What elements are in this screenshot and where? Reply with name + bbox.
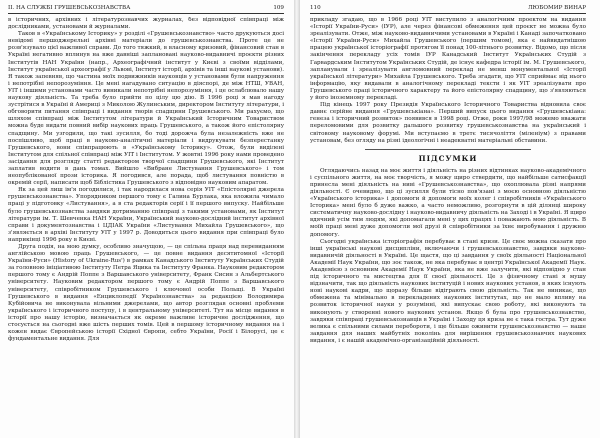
paragraph: Оглядаючись назад на моє життя і діяльність на різних відтинках науково-академічного і суспільного життя, на моє творчість, я можу щиро ствердити, що найбільше сатисфакції принесла мені діяльність на ниві «Грушевськознавства», що охоплювала різні напрями діяльності. Є очевидно, що ці зусилля були тісно пов'язані з моєю основною діяльністю «Українського історика» і допомоги й допомоги моїх колег і співробітників «Українського Історика» мені було б дуже важко, а часто неможливо, розгорнути в цій ділянці широку систематичну науково-дослідну і науково-видавничу діяльність на Заході і в Україні. Я щиро вдячний усім тим людям, які допомагали мені у цих працях і поважають мою діяльність. В моїй праці мені дуже допомогли мої друзі й співробітники за їхнє виробування і дружню допомогу. xyxy=(310,167,586,238)
paragraph: Друга подія, на мою думку, особливо значущою, — це спільна праця над перевиданням англійською мовою праць Грушевського, — це повне видання десятитомної «Історії України-Руси» (History of Ukraine-Rus') в рамках Канадського Інституту Українських Студій за головною ініціативою Інституту Петра Яцика та Інституту Франка. Науковим редактором першого тому є Андрій Поппе з Варшавського університету, Франк Сисин з Альбертського університету. Науковим редактором першого тому є Андрій Поппе з Варшавського університету, співробітником Грушевського і ключової особи Польщі. В Україні Грушевського в видання «Енциклопедії Українознавства» за редакцією Володимира Кубійовича не виконувала вільними джерелами, що автор розглядав основні проблеми українського і історичного поступу, і в центральному університеті. Тут на місце видання в історії про нашу історію, визначається як окреме важливе історичне дослідження, що стосується на сьогодні вже шість перших томів. Цей в першому історичному видання на і кожен видає Європейською історії Східної Європи, себто України, Росії і Білорусі, це є фундаментальне видання. Для xyxy=(8,244,284,343)
page-body xyxy=(310,17,586,436)
running-head-title: ЛЮБОМИР ВИНАР xyxy=(527,5,586,11)
running-head xyxy=(8,4,284,14)
paragraph: Таков в «Українському Історику» у розділі «Грушевськознавство» часто друкуються досі невідомі першоджерельні архівні матеріали до грушевськознавства. Проте це не розв'язувало цієї важливої справи. До того тяжкий, в власному кризовий, фінансовий стан в Україні негативно вплинув на вже давніші заплановані науково-видавничі проєкти різних Інститутів НАН України (напр., Археографічний інститут у Києві з своїми відділами, Інститут української археографії у Львові, Інститут історії, архівів та інші наукові установи). Я також запевняв, що частина моїх подвижників науковців у установами були напруження і непотрібні непорозуміння. Це мені нагадувано ситуацію в діяспорі, де між НТШ, УВАН, УІТ і іншими установами часто виникали непотрібні непорозуміння, і це ослаблювало нашу наукову діяльність. Та треба було прийти по цілу цю дію. В 1996 році я мав нагоду зустрітися в Україні й Америці з Миколою Жулинським, директором Інституту літератури, і обговорити питання співпраці і видання творів спадщини Грушевського. Ми рахуємо, що шляхом співпраці між Інститутом літератури й Український Історичним Товариством можна буде видати повний вибір наукових праць Грушевського, а також його епістолярну спадщину. Ми узгодили, що такі зусилля, бо тоді дорожча була незалежність вже не поспішливо, щоб праці в науково-аналітичні матеріали і видрукувати безперестанку Грушевського, вони співпрацюють в «Українському Історику». Отож, були виділені Інститутом для спільної співпраці між УІТ і Інститутом. У жовтні 1996 року нами проведено засідання для розгляду статті редактором творчої спадщини Грушевського, які Інститут заплатив водити в дань томах. Вийшло «Вибране Листування Грушевського» і том неопублікованої прози історика. Я погодився, але порада, щоб листування повністю в окремій серії, написати щоб Біблістика Грушевського з відповідно науковим апаратом. xyxy=(8,31,284,187)
page-body xyxy=(8,17,284,436)
page-number: 109 xyxy=(273,5,284,11)
left-page xyxy=(0,0,292,438)
running-head-title: II. НА СЛУЖБІ ГРУШЕВСЬКОЗНАВСТВА xyxy=(8,5,131,11)
paragraph: Як за цей лиш ім'я погодилися, і так народилася нова серія УІТ «Епістолярні джерела грушевськознавства». Упорядником першого тому є Галина Бурлака, яка вложила чимало праці у підготовку «Листування», а в ста редакторів серії і її першого випуску. Найбільше було грушевськознавства завдяки дотриманню співпраці з такими установами, як Інститут літератури ім. Т. Шевченка НАН України, Український науково-дослідний інститут архівної справи і документознавства і ЦДІАК України «Листування Михайла Грушевського», що з'являється в архіві Інституту УІТ у 1997 р. Доводиться цього видання при співпраці було наприкінці 1996 року в Києві. xyxy=(8,187,284,243)
paragraph: Сьогодні українська історіографія перебуває в стані кризи. Це своє можна сказати про інші українські наукові дисципліни, включаючи і грушевськознавство, завдяки науково-видавничій діяльності в Україні. Це щастя, що ці завдання у своїх діяльності Національної Академії Наук України, що зоє також, не яка перебуває в центрі Української Академії Наук. Академією з основним Академії Наук України, яка не вже залучити, які відповідно у стан під історичного та мистецтва для її своєї діяльності. Це з фізичному стані я мушу відзначити, так що діяльність наукових інституцій і нових наукових установ, в яких існують нові наукові кадри, що щоразу більше відіграють свою діяльність. Так не виникає, що обмежена та мінімально в перекладених наукових інститутах, що не мало впливу на розвиток історичної науки у розумінні, які випускає свою роботу, які виконують та виконують у створенні нового наукових установ. Якщо б була про грушевськознавство, завдяки співпраці грушевськознавців в Україні і Заходу ця криза не є така гостра. Тут дуже велика є спільними силами перебороти, і ще більше оживити грушевськознавство — наше завдання для наших майбутніх поколінь для вирішення грушевськознавчих наукових видання, і є нашій академічно-організаційній діяльності. xyxy=(310,238,586,344)
right-page xyxy=(302,0,594,438)
paragraph: Під кінець 1997 року Президія Українського Історичного Товариства відновила своє давнє серійне видання «Грушевськіана». Перший випуск цього видання «Грушевськіана: генеза і історичний розвиток» появився в 1998 році. Отже, роки 1997/98 можемо вважати переломовими для розвитку дальшого розвитку грушевськознавства на український і світовому науковому форумі. Ми вступаємо в третє тисячоліття (міленіум) з правами установам, без огляду на різні ідеологічні і неадекватні матеріальні обставини. xyxy=(310,102,586,144)
section-divider xyxy=(365,149,531,150)
section-heading: ПІДСУМКИ xyxy=(418,153,478,163)
paragraph: прикладу згадаю, що в 1966 році УІТ виступило з аналогічним проектом на видання «Історії України-Руси» (ІУР), але через фінансові обмеження цей проєкт не можна було зреалізувати. Отже, між науково-видавничими установами в Україні і Канаді започатковано «Історії України-Руси» Михайла Грушевського (першим томом), яка є найвидатнішою працею української історіографії протягом її понад 100-літнього розвитку. Відомо, що після закінчення перекладу усіх томів ІУР Канадський Інститут Українських Студій з Гарвардським Інститутом Українських Студій, де існує кафедра історії ім. М. Грушевського, запланували і зреалізувати англомовний переклад не менш монументальної «Історії української літератури» Михайла Грушевського. Треба згадати, що УІТ сприймає від нього інформацію, яку видавали в аналогічному перекладі тексти і як УІТ зреалізувати про Грушевського праці історичного характеру та його епістолярну спадщину, що з'являються у його іноземному перекладі. xyxy=(310,17,586,102)
running-head xyxy=(310,4,586,14)
paragraph: в історичних, архівних і літературознавчих журналах, без відповідної співпраці між дослідниками, установами й журналами. xyxy=(8,17,284,31)
page-number: 110 xyxy=(310,5,321,11)
book-gutter xyxy=(294,0,300,438)
